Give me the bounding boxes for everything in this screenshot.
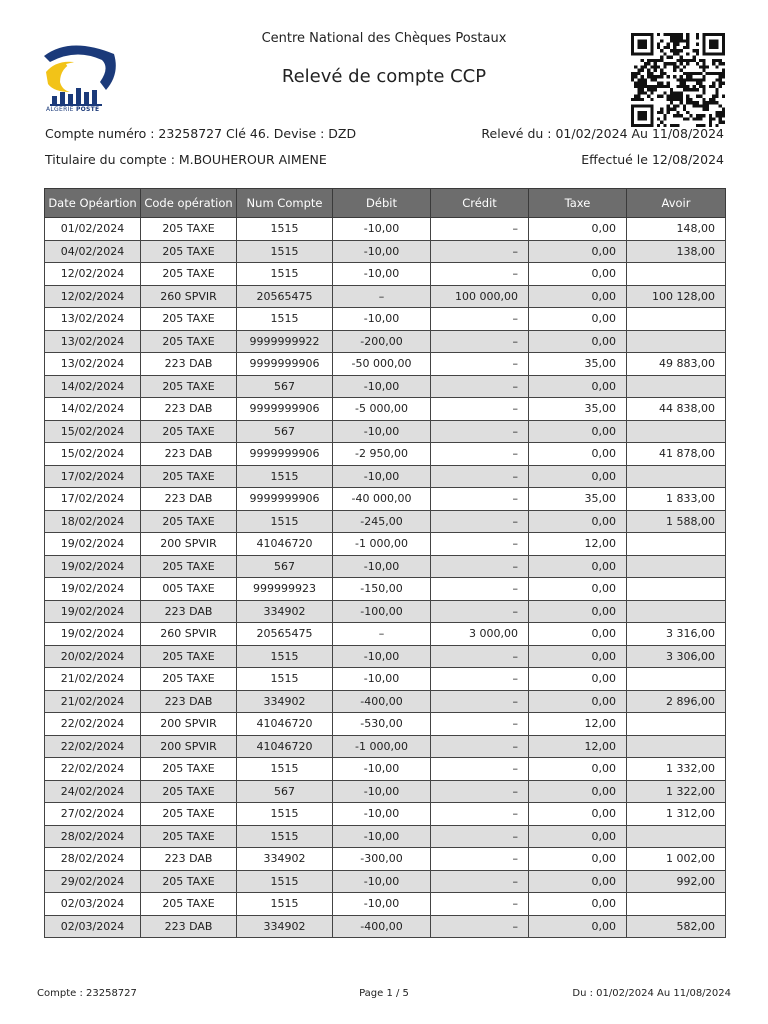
cell-balance: 1 833,00 (627, 488, 726, 511)
table-row (45, 578, 726, 601)
cell-account: 567 (237, 555, 333, 578)
cell-tax: 0,00 (529, 330, 627, 353)
cell-balance (627, 420, 726, 443)
cell-account: 1515 (237, 668, 333, 691)
table-row (45, 690, 726, 713)
table-row (45, 713, 726, 736)
table-row (45, 893, 726, 916)
cell-account: 1515 (237, 263, 333, 286)
cell-credit: – (431, 533, 529, 556)
cell-credit: – (431, 263, 529, 286)
cell-date: 19/02/2024 (45, 533, 141, 556)
logo-caption (46, 106, 99, 113)
cell-debit: -10,00 (333, 780, 431, 803)
cell-code: 205 TAXE (141, 218, 237, 241)
cell-balance (627, 375, 726, 398)
cell-account: 1515 (237, 510, 333, 533)
cell-balance (627, 893, 726, 916)
table-row (45, 218, 726, 241)
cell-account: 999999923 (237, 578, 333, 601)
cell-credit: – (431, 713, 529, 736)
cell-credit: – (431, 375, 529, 398)
cell-date: 21/02/2024 (45, 690, 141, 713)
cell-credit: – (431, 443, 529, 466)
cell-tax: 0,00 (529, 645, 627, 668)
column-header-account: Num Compte (237, 189, 333, 218)
cell-tax: 35,00 (529, 488, 627, 511)
cell-debit: -10,00 (333, 420, 431, 443)
cell-credit: – (431, 240, 529, 263)
cell-date: 24/02/2024 (45, 780, 141, 803)
footer-page-number: Page 1 / 5 (359, 988, 409, 999)
cell-account: 1515 (237, 758, 333, 781)
cell-tax: 0,00 (529, 555, 627, 578)
cell-account: 567 (237, 375, 333, 398)
cell-debit: -1 000,00 (333, 533, 431, 556)
cell-date: 13/02/2024 (45, 353, 141, 376)
cell-balance: 148,00 (627, 218, 726, 241)
cell-code: 260 SPVIR (141, 285, 237, 308)
cell-debit: -2 950,00 (333, 443, 431, 466)
cell-balance (627, 735, 726, 758)
cell-debit: -10,00 (333, 308, 431, 331)
cell-balance (627, 465, 726, 488)
cell-code: 205 TAXE (141, 308, 237, 331)
cell-account: 20565475 (237, 623, 333, 646)
table-row (45, 735, 726, 758)
table-row (45, 375, 726, 398)
cell-code: 205 TAXE (141, 758, 237, 781)
cell-date: 15/02/2024 (45, 420, 141, 443)
cell-code: 205 TAXE (141, 645, 237, 668)
cell-credit: – (431, 758, 529, 781)
cell-date: 19/02/2024 (45, 600, 141, 623)
cell-debit: – (333, 285, 431, 308)
cell-tax: 0,00 (529, 690, 627, 713)
table-row (45, 645, 726, 668)
cell-date: 04/02/2024 (45, 240, 141, 263)
cell-balance: 3 306,00 (627, 645, 726, 668)
cell-code: 205 TAXE (141, 330, 237, 353)
cell-account: 41046720 (237, 533, 333, 556)
cell-tax: 0,00 (529, 803, 627, 826)
cell-account: 334902 (237, 690, 333, 713)
cell-code: 223 DAB (141, 915, 237, 938)
cell-credit: – (431, 330, 529, 353)
cell-tax: 0,00 (529, 848, 627, 871)
cell-code: 005 TAXE (141, 578, 237, 601)
cell-account: 334902 (237, 600, 333, 623)
table-row (45, 600, 726, 623)
cell-date: 13/02/2024 (45, 308, 141, 331)
column-header-tax: Taxe (529, 189, 627, 218)
cell-account: 1515 (237, 893, 333, 916)
table-row (45, 758, 726, 781)
cell-account: 9999999906 (237, 398, 333, 421)
cell-date: 12/02/2024 (45, 285, 141, 308)
cell-code: 223 DAB (141, 488, 237, 511)
cell-account: 1515 (237, 465, 333, 488)
cell-date: 29/02/2024 (45, 870, 141, 893)
column-header-code: Code opération (141, 189, 237, 218)
cell-code: 200 SPVIR (141, 713, 237, 736)
cell-debit: -50 000,00 (333, 353, 431, 376)
cell-date: 27/02/2024 (45, 803, 141, 826)
table-row (45, 443, 726, 466)
cell-credit: – (431, 308, 529, 331)
page-title: Relevé de compte CCP (281, 66, 487, 87)
cell-code: 205 TAXE (141, 803, 237, 826)
cell-tax: 0,00 (529, 240, 627, 263)
cell-tax: 12,00 (529, 735, 627, 758)
cell-account: 1515 (237, 218, 333, 241)
cell-date: 22/02/2024 (45, 735, 141, 758)
cell-debit: – (333, 623, 431, 646)
table-row (45, 533, 726, 556)
cell-date: 28/02/2024 (45, 848, 141, 871)
cell-date: 14/02/2024 (45, 375, 141, 398)
cell-tax: 0,00 (529, 465, 627, 488)
cell-credit: – (431, 668, 529, 691)
cell-credit: – (431, 420, 529, 443)
cell-balance (627, 825, 726, 848)
table-row (45, 420, 726, 443)
cell-tax: 0,00 (529, 218, 627, 241)
cell-code: 205 TAXE (141, 780, 237, 803)
cell-account: 1515 (237, 240, 333, 263)
cell-debit: -10,00 (333, 825, 431, 848)
cell-credit: – (431, 915, 529, 938)
table-row (45, 623, 726, 646)
cell-code: 205 TAXE (141, 668, 237, 691)
cell-debit: -150,00 (333, 578, 431, 601)
table-row (45, 825, 726, 848)
cell-date: 14/02/2024 (45, 398, 141, 421)
cell-debit: -10,00 (333, 668, 431, 691)
cell-account: 9999999906 (237, 488, 333, 511)
cell-tax: 0,00 (529, 780, 627, 803)
cell-date: 13/02/2024 (45, 330, 141, 353)
cell-tax: 12,00 (529, 533, 627, 556)
cell-balance (627, 330, 726, 353)
cell-account: 1515 (237, 825, 333, 848)
cell-credit: 100 000,00 (431, 285, 529, 308)
table-row (45, 240, 726, 263)
cell-credit: – (431, 578, 529, 601)
table-row (45, 465, 726, 488)
cell-credit: – (431, 803, 529, 826)
cell-debit: -245,00 (333, 510, 431, 533)
cell-code: 205 TAXE (141, 893, 237, 916)
cell-balance: 44 838,00 (627, 398, 726, 421)
cell-credit: – (431, 488, 529, 511)
cell-code: 223 DAB (141, 600, 237, 623)
cell-tax: 0,00 (529, 758, 627, 781)
cell-balance: 3 316,00 (627, 623, 726, 646)
cell-tax: 0,00 (529, 578, 627, 601)
cell-balance (627, 533, 726, 556)
cell-balance (627, 308, 726, 331)
cell-tax: 0,00 (529, 263, 627, 286)
cell-debit: -10,00 (333, 218, 431, 241)
cell-tax: 0,00 (529, 915, 627, 938)
cell-code: 200 SPVIR (141, 735, 237, 758)
cell-credit: – (431, 218, 529, 241)
cell-date: 20/02/2024 (45, 645, 141, 668)
cell-account: 41046720 (237, 735, 333, 758)
cell-account: 567 (237, 780, 333, 803)
cell-credit: – (431, 825, 529, 848)
cell-account: 334902 (237, 915, 333, 938)
cell-debit: -10,00 (333, 263, 431, 286)
cell-debit: -10,00 (333, 465, 431, 488)
cell-code: 205 TAXE (141, 510, 237, 533)
cell-credit: – (431, 780, 529, 803)
table-row (45, 555, 726, 578)
column-header-balance: Avoir (627, 189, 726, 218)
cell-debit: -10,00 (333, 645, 431, 668)
cell-date: 22/02/2024 (45, 758, 141, 781)
cell-debit: -10,00 (333, 893, 431, 916)
cell-tax: 0,00 (529, 870, 627, 893)
cell-code: 205 TAXE (141, 375, 237, 398)
table-row (45, 915, 726, 938)
cell-credit: – (431, 870, 529, 893)
issue-date: Effectué le 12/08/2024 (581, 152, 724, 167)
cell-tax: 0,00 (529, 308, 627, 331)
table-row (45, 668, 726, 691)
logo-caption-brand: POSTE (75, 106, 100, 113)
cell-tax: 0,00 (529, 668, 627, 691)
cell-code: 223 DAB (141, 690, 237, 713)
account-holder: Titulaire du compte : M.BOUHEROUR AIMENE (45, 152, 327, 167)
cell-code: 205 TAXE (141, 465, 237, 488)
cell-date: 21/02/2024 (45, 668, 141, 691)
cell-balance: 1 588,00 (627, 510, 726, 533)
column-header-date: Date Opéartion (45, 189, 141, 218)
cell-balance (627, 668, 726, 691)
cell-credit: – (431, 690, 529, 713)
cell-account: 9999999906 (237, 353, 333, 376)
cell-code: 200 SPVIR (141, 533, 237, 556)
cell-code: 223 DAB (141, 353, 237, 376)
cell-balance (627, 713, 726, 736)
cell-tax: 35,00 (529, 398, 627, 421)
cell-debit: -200,00 (333, 330, 431, 353)
cell-credit: 3 000,00 (431, 623, 529, 646)
cell-balance (627, 578, 726, 601)
cell-tax: 12,00 (529, 713, 627, 736)
cell-date: 12/02/2024 (45, 263, 141, 286)
cell-credit: – (431, 645, 529, 668)
cell-date: 22/02/2024 (45, 713, 141, 736)
table-row (45, 510, 726, 533)
cell-balance: 1 322,00 (627, 780, 726, 803)
cell-credit: – (431, 555, 529, 578)
cell-tax: 0,00 (529, 375, 627, 398)
cell-credit: – (431, 893, 529, 916)
cell-account: 334902 (237, 848, 333, 871)
table-row (45, 285, 726, 308)
table-row (45, 803, 726, 826)
table-row (45, 488, 726, 511)
cell-tax: 0,00 (529, 510, 627, 533)
cell-credit: – (431, 510, 529, 533)
cell-account: 567 (237, 420, 333, 443)
cell-balance: 582,00 (627, 915, 726, 938)
cell-credit: – (431, 353, 529, 376)
cell-tax: 0,00 (529, 600, 627, 623)
column-header-credit: Crédit (431, 189, 529, 218)
cell-debit: -10,00 (333, 870, 431, 893)
cell-code: 205 TAXE (141, 555, 237, 578)
cell-code: 205 TAXE (141, 825, 237, 848)
cell-date: 28/02/2024 (45, 825, 141, 848)
logo-caption-prefix: ALGÉRIE (46, 106, 74, 113)
cell-date: 02/03/2024 (45, 915, 141, 938)
table-row (45, 780, 726, 803)
table-row (45, 398, 726, 421)
transactions-table (44, 188, 726, 938)
cell-tax: 35,00 (529, 353, 627, 376)
cell-tax: 0,00 (529, 893, 627, 916)
footer-account: Compte : 23258727 (37, 988, 137, 999)
cell-debit: -10,00 (333, 758, 431, 781)
cell-date: 19/02/2024 (45, 555, 141, 578)
cell-tax: 0,00 (529, 420, 627, 443)
cell-debit: -40 000,00 (333, 488, 431, 511)
cell-debit: -530,00 (333, 713, 431, 736)
table-row (45, 263, 726, 286)
table-header-row (45, 189, 726, 218)
cell-code: 223 DAB (141, 848, 237, 871)
cell-debit: -400,00 (333, 915, 431, 938)
cell-account: 1515 (237, 803, 333, 826)
cell-account: 9999999906 (237, 443, 333, 466)
table-row (45, 848, 726, 871)
cell-code: 223 DAB (141, 398, 237, 421)
table-row (45, 353, 726, 376)
cell-credit: – (431, 735, 529, 758)
cell-tax: 0,00 (529, 285, 627, 308)
cell-balance: 2 896,00 (627, 690, 726, 713)
cell-date: 17/02/2024 (45, 488, 141, 511)
cell-date: 02/03/2024 (45, 893, 141, 916)
cell-code: 205 TAXE (141, 420, 237, 443)
cell-balance (627, 555, 726, 578)
cell-code: 260 SPVIR (141, 623, 237, 646)
cell-debit: -100,00 (333, 600, 431, 623)
table-row (45, 330, 726, 353)
cell-code: 205 TAXE (141, 240, 237, 263)
cell-balance: 41 878,00 (627, 443, 726, 466)
cell-balance: 138,00 (627, 240, 726, 263)
table-row (45, 870, 726, 893)
cell-debit: -10,00 (333, 555, 431, 578)
cell-balance: 1 332,00 (627, 758, 726, 781)
qr-code (631, 33, 725, 127)
cell-balance (627, 600, 726, 623)
cell-date: 17/02/2024 (45, 465, 141, 488)
cell-debit: -300,00 (333, 848, 431, 871)
cell-date: 15/02/2024 (45, 443, 141, 466)
cell-credit: – (431, 465, 529, 488)
cell-debit: -10,00 (333, 240, 431, 263)
cell-debit: -5 000,00 (333, 398, 431, 421)
cell-date: 19/02/2024 (45, 623, 141, 646)
cell-date: 19/02/2024 (45, 578, 141, 601)
cell-credit: – (431, 398, 529, 421)
cell-debit: -10,00 (333, 375, 431, 398)
cell-account: 9999999922 (237, 330, 333, 353)
cell-account: 20565475 (237, 285, 333, 308)
account-number: Compte numéro : 23258727 Clé 46. Devise : DZD (45, 126, 357, 141)
footer-period: Du : 01/02/2024 Au 11/08/2024 (572, 988, 731, 999)
cell-account: 1515 (237, 308, 333, 331)
organization-name: Centre National des Chèques Postaux (261, 31, 507, 46)
statement-period: Relevé du : 01/02/2024 Au 11/08/2024 (481, 126, 724, 141)
cell-debit: -1 000,00 (333, 735, 431, 758)
cell-account: 1515 (237, 870, 333, 893)
cell-code: 223 DAB (141, 443, 237, 466)
cell-balance: 100 128,00 (627, 285, 726, 308)
cell-debit: -10,00 (333, 803, 431, 826)
cell-tax: 0,00 (529, 443, 627, 466)
cell-balance: 1 002,00 (627, 848, 726, 871)
cell-credit: – (431, 600, 529, 623)
table-row (45, 308, 726, 331)
cell-account: 41046720 (237, 713, 333, 736)
cell-date: 01/02/2024 (45, 218, 141, 241)
cell-tax: 0,00 (529, 623, 627, 646)
cell-debit: -400,00 (333, 690, 431, 713)
cell-balance: 49 883,00 (627, 353, 726, 376)
cell-balance: 1 312,00 (627, 803, 726, 826)
cell-account: 1515 (237, 645, 333, 668)
cell-tax: 0,00 (529, 825, 627, 848)
cell-credit: – (431, 848, 529, 871)
cell-balance (627, 263, 726, 286)
cell-balance: 992,00 (627, 870, 726, 893)
cell-date: 18/02/2024 (45, 510, 141, 533)
cell-code: 205 TAXE (141, 263, 237, 286)
cell-code: 205 TAXE (141, 870, 237, 893)
column-header-debit: Débit (333, 189, 431, 218)
